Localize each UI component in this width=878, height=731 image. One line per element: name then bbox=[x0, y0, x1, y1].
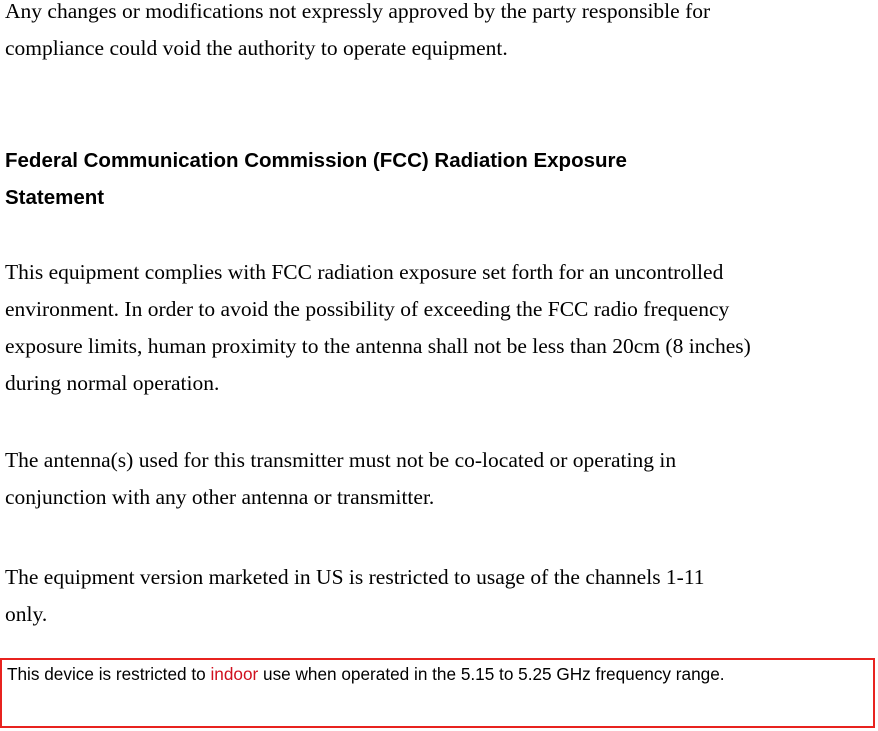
text-line: This equipment complies with FCC radiation exposure set forth for an uncontrolled bbox=[5, 260, 724, 284]
notice-suffix: use when operated in the 5.15 to 5.25 GHz frequency range. bbox=[258, 664, 725, 684]
notice-prefix: This device is restricted to bbox=[7, 664, 211, 684]
text-line: compliance could void the authority to operate equipment. bbox=[5, 36, 508, 60]
antenna-colocation-paragraph bbox=[5, 442, 878, 516]
text-line: The antenna(s) used for this transmitter must not be co-located or operating in bbox=[5, 448, 677, 472]
notice-highlight-indoor: indoor bbox=[210, 664, 259, 684]
section-heading bbox=[5, 142, 865, 216]
modifications-warning-paragraph bbox=[5, 0, 878, 67]
text-line: only. bbox=[5, 602, 48, 626]
text-line: during normal operation. bbox=[5, 371, 220, 395]
text-line: The equipment version marketed in US is restricted to usage of the channels 1-11 bbox=[5, 565, 705, 589]
text-line: Any changes or modifications not expressly approved by the party responsible for bbox=[5, 0, 711, 23]
channel-restriction-paragraph bbox=[5, 559, 878, 633]
text-line: exposure limits, human proximity to the antenna shall not be less than 20cm (8 inches) bbox=[5, 334, 751, 358]
heading-line: Statement bbox=[5, 186, 105, 209]
indoor-use-notice-box bbox=[0, 658, 875, 728]
heading-line: Federal Communication Commission (FCC) Radiation Exposure bbox=[5, 149, 627, 172]
indoor-use-notice-text bbox=[7, 663, 725, 685]
text-line: environment. In order to avoid the possibility of exceeding the FCC radio frequency bbox=[5, 297, 730, 321]
radiation-exposure-paragraph bbox=[5, 254, 878, 402]
text-line: conjunction with any other antenna or transmitter. bbox=[5, 485, 435, 509]
